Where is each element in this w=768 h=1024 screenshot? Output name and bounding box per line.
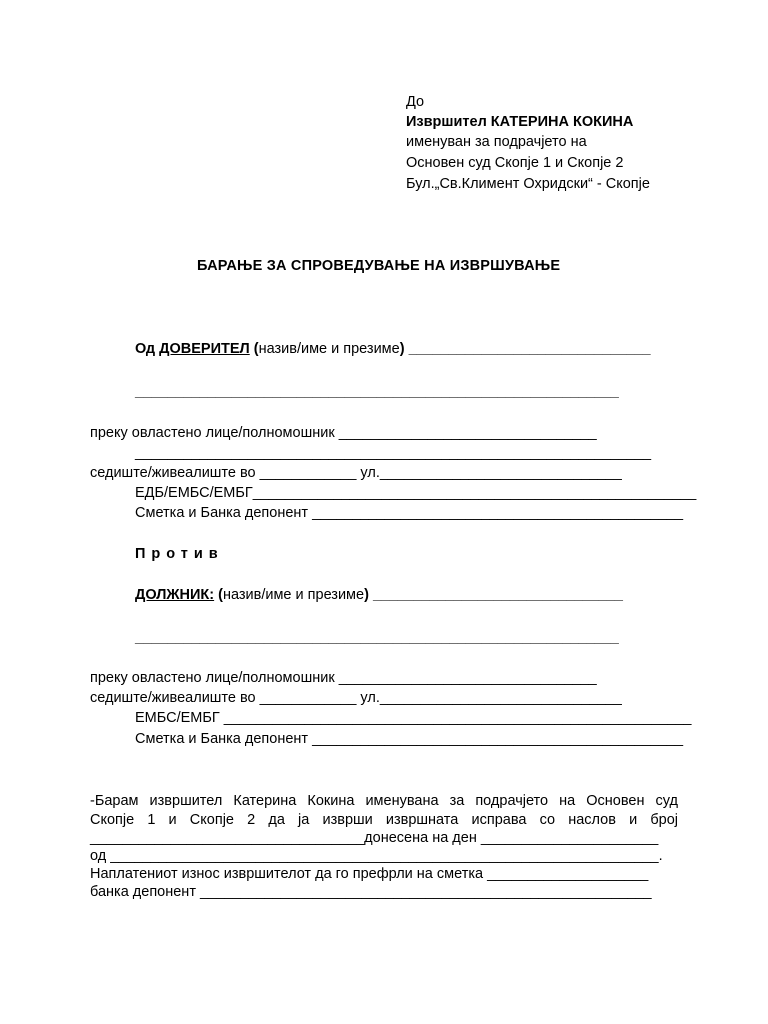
request-line-1: -Барам извршител Катерина Кокина именувана за подрачјето на Основен суд: [90, 793, 678, 809]
creditor-paren-close: ): [399, 341, 405, 357]
request-line-4[interactable]: од ____________________________________________________________________.: [90, 848, 663, 864]
addressee-line-2: именуван за подрачјето на: [406, 134, 587, 150]
request-line-2: Скопје 1 и Скопје 2 да ја изврши извршната исправа со наслов и број: [90, 812, 678, 828]
debtor-ids-field[interactable]: ЕМБС/ЕМБГ __________________________________________________________: [135, 710, 692, 726]
debtor-name-blank[interactable]: _______________________________: [368, 587, 623, 603]
addressee-to: До: [406, 94, 425, 110]
document-title: БАРАЊЕ ЗА СПРОВЕДУВАЊЕ НА ИЗВРШУВАЊЕ: [197, 258, 561, 274]
creditor-account-field[interactable]: Сметка и Банка депонент ______________________________________________: [135, 505, 684, 521]
creditor-hint: назив/име и презиме: [258, 341, 400, 357]
debtor-hint: назив/име и презиме: [222, 587, 365, 603]
creditor-agent-field[interactable]: преку овластено лице/полномошник ________________________________: [90, 425, 597, 441]
debtor-agent-field[interactable]: преку овластено лице/полномошник ________________________________: [90, 670, 597, 686]
creditor-name-blank[interactable]: ______________________________: [404, 341, 651, 357]
debtor-name-blank-2[interactable]: ____________________________________________________________: [135, 630, 619, 646]
debtor-seat-field[interactable]: седиште/живеалиште во ____________ ул.______________________________: [90, 690, 622, 706]
creditor-ids-field[interactable]: ЕДБ/ЕМБС/ЕМБГ_______________________________________________________: [135, 485, 697, 501]
debtor-label: ДОЛЖНИК:: [135, 587, 215, 603]
creditor-paren-open: (: [249, 341, 259, 357]
creditor-seat-field[interactable]: седиште/живеалиште во ____________ ул.______________________________: [90, 465, 622, 481]
creditor-agent-field-cont[interactable]: ________________________________________________________________: [135, 445, 652, 461]
request-line-3[interactable]: __________________________________донесена на ден ______________________: [90, 830, 659, 846]
creditor-heading: [135, 339, 651, 359]
addressee-name: Извршител КАТЕРИНА КОКИНА: [406, 114, 634, 130]
creditor-prefix: Од: [135, 341, 160, 357]
request-line-6[interactable]: банка депонент ________________________________________________________: [90, 884, 652, 900]
against-heading: Против: [135, 546, 224, 562]
debtor-heading: [135, 585, 623, 605]
creditor-label: ДОВЕРИТЕЛ: [159, 341, 250, 357]
debtor-account-field[interactable]: Сметка и Банка депонент ______________________________________________: [135, 731, 684, 747]
creditor-name-blank-2[interactable]: ____________________________________________________________: [135, 384, 619, 400]
debtor-paren-open: (: [214, 587, 223, 603]
addressee-line-3: Основен суд Скопје 1 и Скопје 2: [406, 155, 624, 171]
debtor-paren-close: ): [364, 587, 369, 603]
addressee-line-4: Бул.„Св.Климент Охридски“ - Скопје: [406, 176, 650, 192]
request-line-5[interactable]: Наплатениот износ извршителот да го префрли на сметка ____________________: [90, 866, 649, 882]
